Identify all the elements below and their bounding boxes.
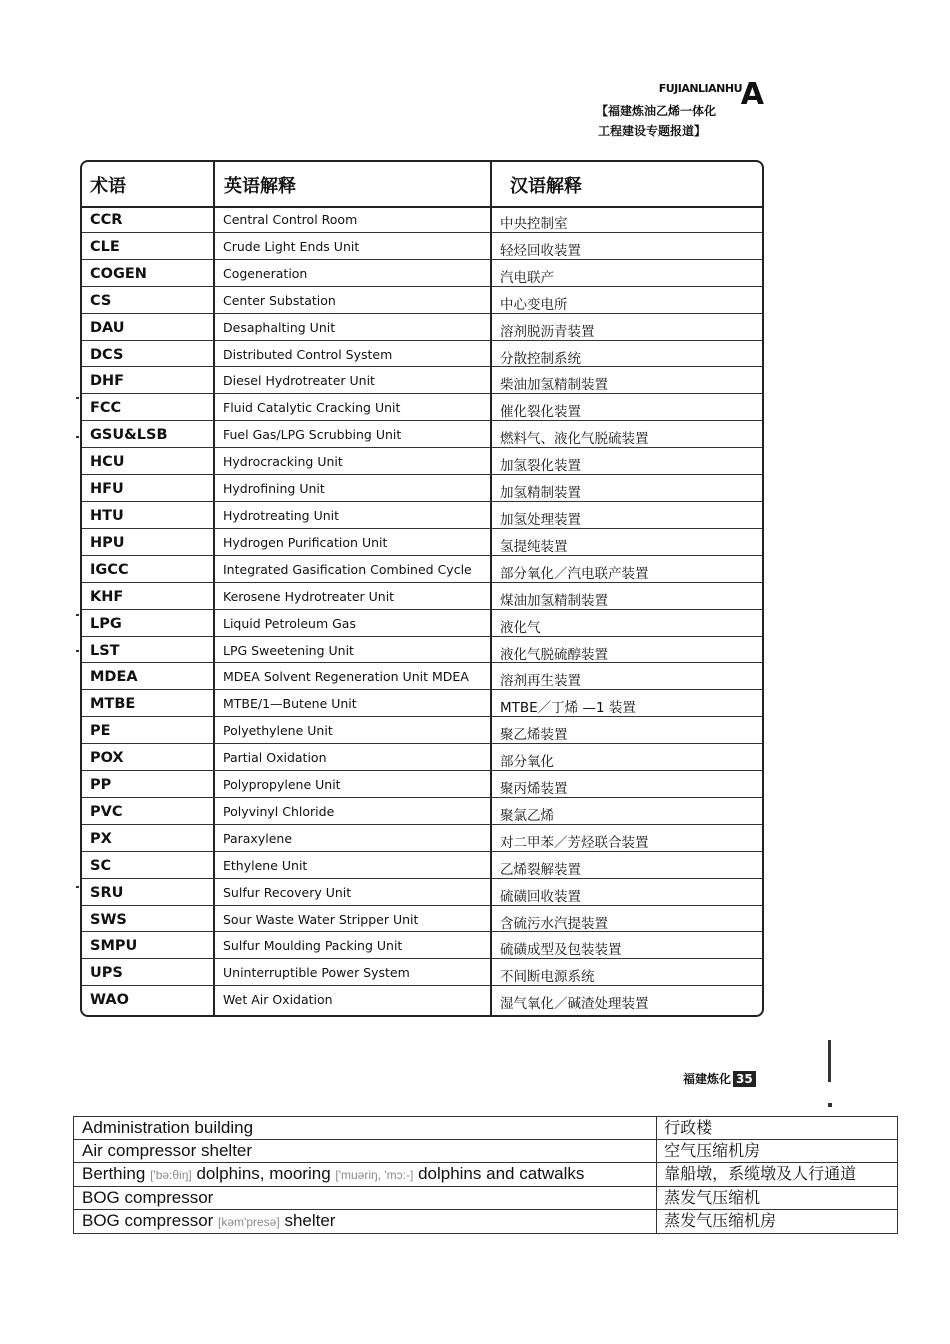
table-row: [82, 637, 762, 664]
glossary-chinese: 湿气氧化／碱渣处理装置: [500, 996, 649, 1013]
table-row: [82, 663, 762, 690]
glossary-term: HPU: [90, 534, 125, 551]
glossary-term: LST: [90, 642, 120, 659]
glossary-term: HFU: [90, 481, 124, 498]
glossary-english: Sour Waste Water Stripper Unit: [223, 911, 419, 927]
vocab-chinese: 靠船墩，系缆墩及人行通道: [657, 1163, 898, 1187]
glossary-chinese: 催化裂化装置: [500, 404, 581, 421]
glossary-chinese: 汽电联产: [500, 269, 554, 286]
table-row: [82, 556, 762, 583]
glossary-chinese: 液化气脱硫醇装置: [500, 646, 608, 663]
table-row: [82, 367, 762, 394]
glossary-chinese: 加氢裂化装置: [500, 458, 581, 475]
table-row: [82, 717, 762, 744]
page-footer: [683, 1070, 756, 1087]
table-row: [82, 583, 762, 610]
table-row: [82, 206, 762, 233]
glossary-english: Central Control Room: [223, 212, 358, 227]
glossary-english: Crude Light Ends Unit: [223, 238, 360, 254]
phonetic: ['muəriŋ, 'mɔ:-]: [335, 1168, 414, 1182]
table-row: [82, 394, 762, 421]
glossary-table: [80, 160, 764, 1017]
glossary-chinese: 含硫污水汽提装置: [500, 915, 608, 932]
glossary-chinese: 中央控制室: [500, 216, 568, 232]
table-row: [82, 233, 762, 260]
glossary-english: Partial Oxidation: [223, 750, 327, 766]
table-row: [82, 341, 762, 368]
glossary-term: PVC: [90, 803, 123, 820]
vocab-english: [74, 1163, 657, 1187]
scan-mark: [76, 614, 79, 616]
glossary-chinese: 对二甲苯／芳烃联合装置: [500, 834, 649, 851]
phonetic: [kəm'presə]: [218, 1215, 280, 1229]
glossary-term: FCC: [90, 400, 122, 417]
word: BOG compressor: [82, 1211, 214, 1230]
glossary-chinese: 轻烃回收装置: [500, 242, 581, 259]
logo-icon: A: [740, 77, 764, 112]
glossary-term: MDEA: [90, 669, 138, 686]
glossary-term: PP: [90, 777, 112, 794]
vocab-english: [74, 1210, 657, 1234]
table-row: [82, 825, 762, 852]
scan-edge-mark: [828, 1103, 832, 1107]
glossary-english: Hydrofining Unit: [223, 481, 325, 497]
glossary-term: PE: [90, 723, 111, 740]
glossary-term: GSU&LSB: [90, 427, 168, 444]
page-number: 35: [733, 1071, 756, 1087]
table-row: [74, 1210, 898, 1234]
header-term: 术语: [90, 176, 126, 197]
glossary-english: Hydrogen Purification Unit: [223, 534, 388, 550]
glossary-chinese: 柴油加氢精制装置: [500, 377, 608, 394]
glossary-term: KHF: [90, 588, 124, 605]
glossary-english: LPG Sweetening Unit: [223, 642, 354, 658]
scan-mark: [76, 650, 79, 652]
table-row: [82, 260, 762, 287]
glossary-term: HTU: [90, 507, 124, 524]
scan-mark: [76, 886, 79, 888]
glossary-term: IGCC: [90, 561, 129, 578]
phonetic: ['bə:θiŋ]: [150, 1168, 192, 1182]
glossary-english: Cogeneration: [223, 265, 308, 281]
glossary-english: Distributed Control System: [223, 346, 393, 362]
brand-name: FUJIANLIANHU: [658, 82, 742, 95]
word: dolphins and catwalks: [418, 1164, 585, 1183]
vocab-chinese: 蒸发气压缩机房: [657, 1210, 898, 1234]
glossary-english: Uninterruptible Power System: [223, 965, 410, 981]
glossary-english: Paraxylene: [223, 830, 293, 846]
glossary-header: [82, 162, 762, 208]
vocab-english: Air compressor shelter: [74, 1140, 657, 1163]
glossary-chinese: 聚乙烯装置: [500, 727, 568, 744]
glossary-term: SC: [90, 857, 112, 874]
glossary-chinese: 硫磺回收装置: [500, 888, 581, 905]
vocab-chinese: 蒸发气压缩机: [657, 1187, 898, 1210]
glossary-chinese: 部分氧化: [500, 754, 554, 771]
glossary-term: WAO: [90, 992, 129, 1009]
glossary-term: CS: [90, 292, 112, 309]
table-row: [82, 421, 762, 448]
glossary-chinese: 液化气: [500, 619, 541, 636]
table-row: [74, 1117, 898, 1140]
glossary-term: HCU: [90, 454, 125, 471]
glossary-term: UPS: [90, 965, 123, 982]
glossary-english: Polyvinyl Chloride: [223, 803, 335, 819]
masthead-subtitle-line1: 【福建炼油乙烯一体化: [596, 104, 717, 118]
table-row: [82, 502, 762, 529]
glossary-term: SWS: [90, 911, 127, 928]
glossary-english: Diesel Hydrotreater Unit: [223, 373, 375, 389]
glossary-english: Kerosene Hydrotreater Unit: [223, 588, 395, 604]
glossary-chinese: 硫磺成型及包装装置: [500, 942, 622, 959]
glossary-chinese: 聚氯乙烯: [500, 807, 554, 824]
glossary-english: Hydrocracking Unit: [223, 454, 343, 470]
vocab-chinese: 行政楼: [657, 1117, 898, 1140]
glossary-english: Sulfur Recovery Unit: [223, 884, 352, 900]
glossary-english: Integrated Gasification Combined Cycle: [223, 561, 472, 577]
glossary-english: Ethylene Unit: [223, 857, 308, 873]
glossary-chinese: 溶剂脱沥青装置: [500, 323, 595, 340]
table-row: [82, 959, 762, 986]
glossary-term: DCS: [90, 346, 124, 363]
glossary-term: SMPU: [90, 938, 138, 955]
glossary-english: Hydrotreating Unit: [223, 507, 340, 523]
glossary-chinese: 聚丙烯装置: [500, 781, 568, 798]
glossary-chinese: 煤油加氢精制装置: [500, 592, 608, 609]
table-row: [82, 879, 762, 906]
glossary-term: LPG: [90, 615, 122, 632]
table-row: [74, 1187, 898, 1210]
masthead: [596, 77, 766, 140]
glossary-english: Wet Air Oxidation: [223, 992, 333, 1008]
table-row: [82, 610, 762, 637]
glossary-term: SRU: [90, 884, 124, 901]
vocab-chinese: 空气压缩机房: [657, 1140, 898, 1163]
header-chinese: 汉语解释: [510, 176, 582, 197]
table-row: [82, 906, 762, 933]
glossary-english: Fluid Catalytic Cracking Unit: [223, 400, 401, 416]
table-row: [82, 744, 762, 771]
table-row: [74, 1163, 898, 1187]
glossary-chinese: 加氢精制装置: [500, 485, 581, 502]
vocab-table: [73, 1116, 898, 1234]
vocab-english: Administration building: [74, 1117, 657, 1140]
glossary-term: PX: [90, 830, 112, 847]
glossary-term: CLE: [90, 238, 120, 255]
glossary-english: Fuel Gas/LPG Scrubbing Unit: [223, 427, 402, 443]
scan-mark: [76, 397, 79, 399]
table-row: [82, 798, 762, 825]
masthead-subtitle-line2: 工程建设专题报道】: [598, 124, 707, 138]
glossary-term: DHF: [90, 373, 125, 390]
table-row: [74, 1140, 898, 1163]
glossary-chinese: 中心变电所: [500, 296, 568, 313]
table-row: [82, 771, 762, 798]
glossary-chinese: 乙烯裂解装置: [500, 861, 581, 878]
glossary-english: Sulfur Moulding Packing Unit: [223, 938, 403, 954]
glossary-chinese: 分散控制系统: [500, 350, 581, 367]
table-row: [82, 529, 762, 556]
glossary-english: Polyethylene Unit: [223, 723, 333, 739]
word: dolphins, mooring: [196, 1164, 331, 1183]
header-english: 英语解释: [224, 176, 296, 197]
glossary-chinese: MTBE／丁烯 —1 装置: [500, 700, 636, 717]
glossary-chinese: 氢提纯装置: [500, 538, 568, 555]
glossary-term: MTBE: [90, 696, 136, 713]
glossary-english: Polypropylene Unit: [223, 777, 341, 793]
table-row: [82, 314, 762, 341]
glossary-chinese: 部分氧化／汽电联产装置: [500, 565, 649, 582]
word: Berthing: [82, 1164, 146, 1183]
glossary-english: MDEA Solvent Regeneration Unit MDEA: [223, 669, 469, 685]
footer-label: 福建炼化: [683, 1072, 732, 1086]
glossary-chinese: 不间断电源系统: [500, 969, 595, 986]
glossary-english: Center Substation: [223, 292, 336, 308]
table-row: [82, 852, 762, 879]
glossary-english: MTBE/1—Butene Unit: [223, 696, 357, 712]
word: shelter: [284, 1211, 336, 1230]
table-row: [82, 690, 762, 717]
glossary-term: POX: [90, 750, 124, 767]
table-row: [82, 448, 762, 475]
glossary-rows: [82, 206, 762, 1013]
glossary-english: Liquid Petroleum Gas: [223, 615, 356, 631]
glossary-chinese: 燃料气、液化气脱硫装置: [500, 431, 649, 448]
glossary-term: COGEN: [90, 265, 147, 282]
glossary-term: CCR: [90, 212, 123, 228]
table-row: [82, 475, 762, 502]
glossary-term: DAU: [90, 319, 125, 336]
glossary-chinese: 加氢处理装置: [500, 511, 581, 528]
scan-mark: [76, 436, 79, 438]
scan-edge-mark: [828, 1040, 831, 1082]
glossary-english: Desaphalting Unit: [223, 319, 336, 335]
table-row: [82, 287, 762, 314]
table-row: [82, 986, 762, 1013]
glossary-chinese: 溶剂再生装置: [500, 673, 581, 690]
table-row: [82, 932, 762, 959]
vocab-english: BOG compressor: [74, 1187, 657, 1210]
